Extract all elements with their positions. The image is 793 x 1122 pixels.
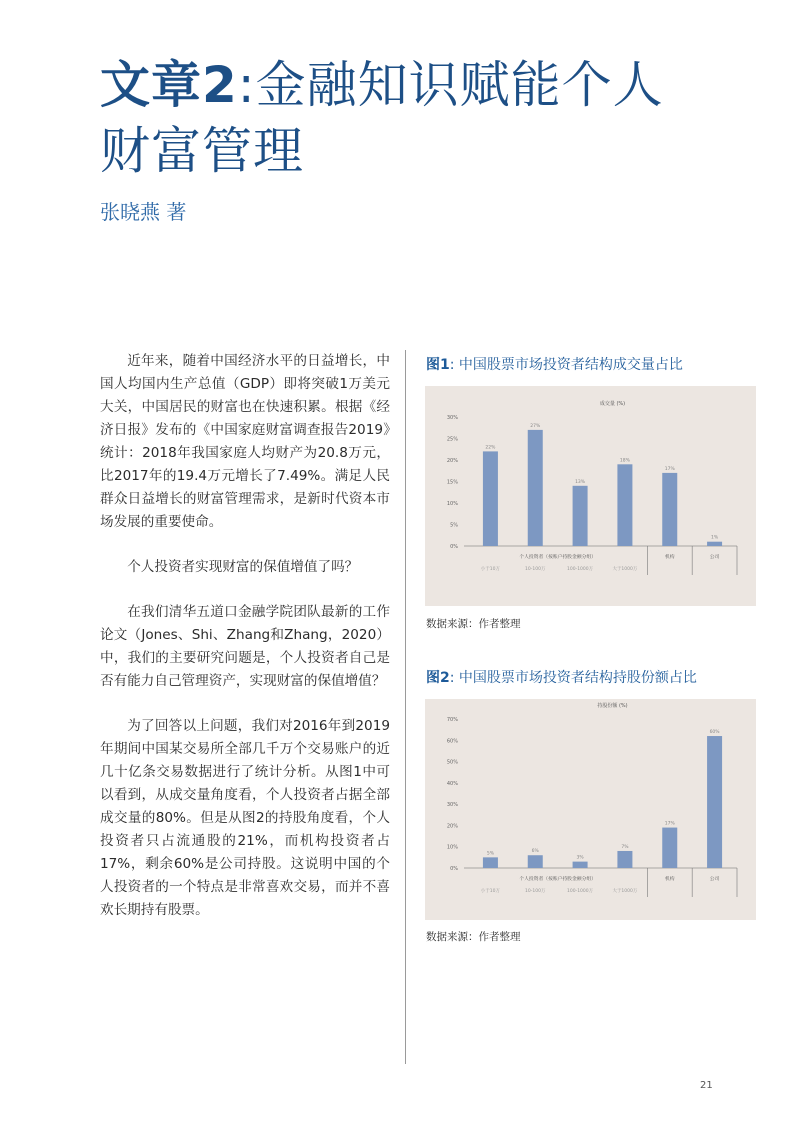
article-title bbox=[100, 52, 760, 184]
figure-2-colon: : bbox=[449, 670, 455, 686]
bar bbox=[528, 430, 543, 546]
title-line1: 金融知识赋能个人 bbox=[255, 56, 664, 114]
figure-1-caption: 中国股票市场投资者结构成交量占比 bbox=[458, 357, 683, 373]
y-tick-label: 15% bbox=[446, 479, 458, 486]
bar bbox=[483, 857, 498, 868]
title-label: 文章2 bbox=[100, 56, 238, 114]
page-number: 21 bbox=[700, 1080, 713, 1091]
bar-data-label: 22% bbox=[485, 445, 496, 451]
body-text bbox=[100, 350, 390, 944]
paragraph: 在我们清华五道口金融学院团队最新的工作论文（Jones、Shi、Zhang和Zhang，2020）中，我们的主要研究问题是，个人投资者自己是否有能力自己管理资产，实现财富的保值增值？ bbox=[100, 604, 390, 689]
y-tick-label: 50% bbox=[446, 759, 458, 766]
bar-data-label: 6% bbox=[531, 849, 539, 855]
y-tick-label: 20% bbox=[446, 458, 458, 464]
figure-1-colon: : bbox=[449, 357, 455, 373]
bar-data-label: 27% bbox=[530, 423, 541, 429]
y-tick-label: 5% bbox=[450, 522, 458, 529]
figure-1-chart bbox=[425, 386, 756, 606]
paragraph: 个人投资者实现财富的保值增值了吗？ bbox=[127, 559, 359, 575]
y-tick-label: 20% bbox=[446, 823, 458, 830]
x-tick-label: 小于10万 bbox=[480, 889, 501, 894]
figure-2-chart bbox=[425, 699, 756, 920]
bar-data-label: 17% bbox=[664, 821, 675, 827]
figure-1-label: 图1 bbox=[426, 357, 450, 373]
author: 张晓燕 著 bbox=[100, 200, 187, 224]
figure-2-source: 数据来源：作者整理 bbox=[426, 931, 521, 943]
bar bbox=[617, 851, 632, 868]
x-tick-label: 大于1000万 bbox=[612, 567, 638, 572]
chart-title: 持股份额 (%) bbox=[597, 703, 628, 709]
bar bbox=[707, 736, 722, 868]
paragraph: 为了回答以上问题，我们对2016年到2019年期间中国某交易所全部几千万个交易账户的近几十亿条交易数据进行了统计分析。从图1中可以看到，从成交量角度看，个人投资者占据全部成交量的80%。但是从图2的持股角度看，个人投资者只占流通股的21%，而机构投资者占17%，剩余60%是公司持股。这说明中国的个人投资者的一个特点是非常喜欢交易，而并不喜欢长期持有股票。 bbox=[100, 718, 390, 918]
x-tick-label: 100-1000万 bbox=[566, 567, 594, 572]
y-tick-label: 30% bbox=[446, 802, 458, 809]
bar-data-label: 7% bbox=[621, 844, 629, 850]
title-line2: 财富管理 bbox=[100, 122, 304, 180]
x-tick-label: 100-1000万 bbox=[566, 889, 594, 894]
group-label: 个人投资者（按账户持股金额分组） bbox=[519, 877, 597, 882]
bar bbox=[528, 855, 543, 868]
bar bbox=[573, 486, 588, 546]
figure-1-title bbox=[426, 354, 683, 374]
y-tick-label: 25% bbox=[446, 436, 458, 443]
group-label: 个人投资者（按账户持股金额分组） bbox=[519, 555, 597, 560]
x-tick-label: 小于10万 bbox=[480, 567, 501, 572]
figure-2-caption: 中国股票市场投资者结构持股份额占比 bbox=[458, 670, 697, 686]
x-tick-label: 10-100万 bbox=[525, 567, 546, 572]
bar bbox=[573, 862, 588, 868]
group-label: 公司 bbox=[709, 877, 720, 882]
bar-data-label: 1% bbox=[711, 535, 719, 541]
bar bbox=[662, 473, 677, 546]
figure-2-title bbox=[426, 667, 697, 687]
bar bbox=[707, 542, 722, 546]
y-tick-label: 0% bbox=[450, 544, 458, 550]
figure-1-source: 数据来源：作者整理 bbox=[426, 618, 521, 630]
bar-data-label: 60% bbox=[709, 730, 720, 736]
bar bbox=[617, 464, 632, 546]
bar-data-label: 13% bbox=[575, 479, 586, 485]
figure-2-label: 图2 bbox=[426, 670, 450, 686]
y-tick-label: 10% bbox=[446, 501, 458, 507]
figure-1-panel bbox=[425, 386, 756, 606]
title-colon: : bbox=[237, 56, 256, 114]
bar-data-label: 18% bbox=[619, 458, 630, 464]
y-tick-label: 0% bbox=[450, 866, 458, 872]
x-tick-label: 10-100万 bbox=[525, 889, 546, 894]
group-label: 机构 bbox=[664, 555, 675, 560]
group-label: 机构 bbox=[664, 877, 675, 882]
y-tick-label: 40% bbox=[446, 780, 458, 787]
chart-title: 成交量 (%) bbox=[599, 401, 626, 407]
y-tick-label: 10% bbox=[446, 844, 458, 851]
bar-data-label: 3% bbox=[576, 855, 584, 861]
x-tick-label: 大于1000万 bbox=[612, 889, 638, 894]
column-divider bbox=[405, 350, 406, 1064]
bar-data-label: 17% bbox=[664, 466, 675, 472]
y-tick-label: 60% bbox=[446, 738, 458, 745]
figure-2-panel bbox=[425, 699, 756, 920]
y-tick-label: 30% bbox=[446, 415, 458, 421]
bar bbox=[662, 828, 677, 868]
group-label: 公司 bbox=[709, 555, 720, 560]
y-tick-label: 70% bbox=[446, 717, 458, 723]
bar bbox=[483, 451, 498, 546]
bar-data-label: 5% bbox=[486, 851, 494, 857]
paragraph: 近年来，随着中国经济水平的日益增长，中国人均国内生产总值（GDP）即将突破1万美元大关，中国居民的财富也在快速积累。根据《经济日报》发布的《中国家庭财富调查报告2019》统计：2018年我国家庭人均财产为20.8万元，比2017年的19.4万元增长了7.49%。满足人民群众日益增长的财富管理需求，是新时代资本市场发展的重要使命。 bbox=[100, 353, 390, 530]
